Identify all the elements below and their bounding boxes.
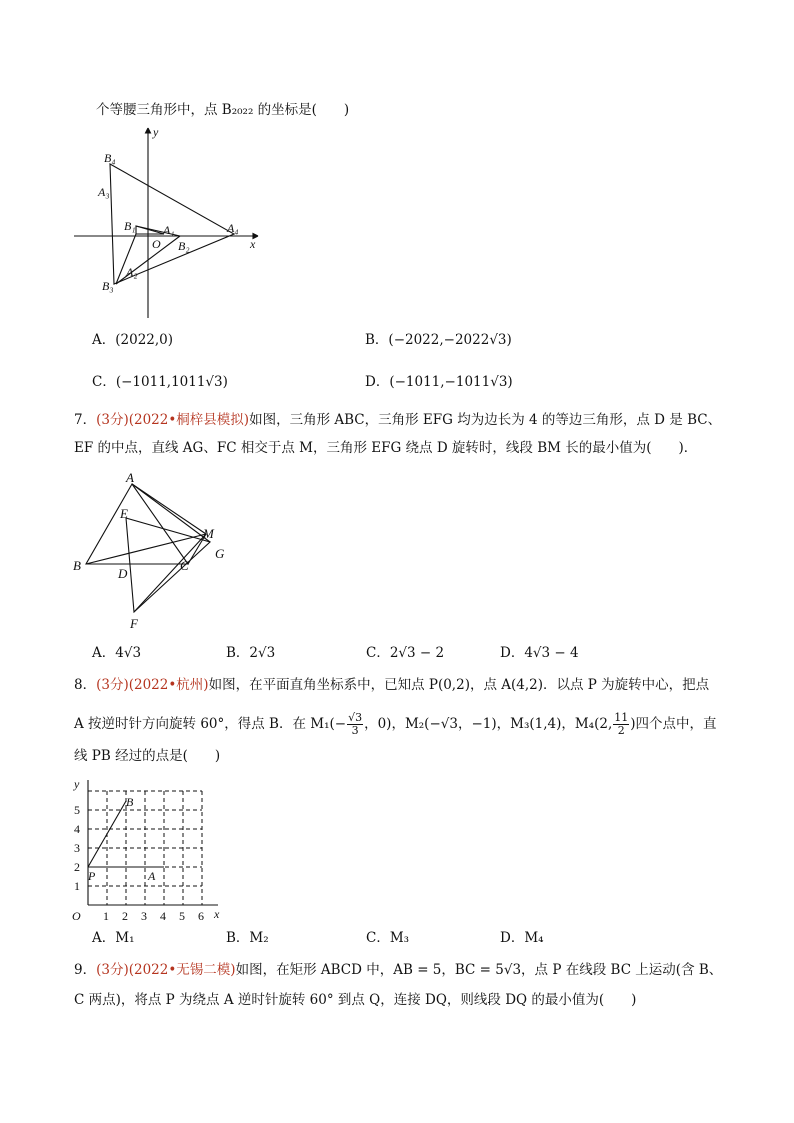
q7-label-F: F bbox=[130, 616, 138, 631]
q8-score: (3分) bbox=[96, 677, 129, 693]
q6-label-A4: A₄ bbox=[227, 221, 239, 235]
q8-xtick: 4 bbox=[160, 909, 166, 923]
q7-line2: EF 的中点，直线 AG、FC 相交于点 M，三角形 EFG 绕点 D 旋转时，线段 BM 长的最小值为( )． bbox=[74, 440, 698, 456]
q8-line2: A 按逆时针方向旋转 60°，得点 B．在 M₁(− $\frac{√3}{3}$ ，0)，M₂(−√3，−1)，M₃(1,4)，M₄(2, $\frac{11}{2}$ )四个点中，直 bbox=[74, 711, 717, 737]
q7-label-E: E bbox=[120, 506, 128, 521]
q8-option-c[interactable]: C．M₃ bbox=[366, 930, 410, 946]
q7-line1 bbox=[74, 410, 721, 430]
q7-option-c[interactable]: C．2√3 − 2 bbox=[366, 645, 445, 661]
q8-grid bbox=[88, 791, 202, 905]
q8-source: (2022•杭州) bbox=[128, 677, 209, 693]
q6-label-A1: A₁ bbox=[163, 223, 175, 237]
q6-option-a[interactable]: A．(2022,0) bbox=[92, 332, 174, 348]
q7-label-A: A bbox=[126, 470, 134, 485]
q7-label-B: B bbox=[73, 558, 81, 573]
q7-triangle-abc bbox=[86, 484, 188, 564]
q8-xtick: 3 bbox=[141, 909, 147, 923]
q6-label-B4: B₄ bbox=[104, 151, 116, 165]
q8-label-x: x bbox=[214, 907, 220, 921]
q8-ytick: 1 bbox=[74, 879, 80, 893]
q9-number: 9． bbox=[74, 962, 97, 978]
q7-score: (3分) bbox=[96, 412, 129, 428]
q8-label-y: y bbox=[74, 777, 80, 791]
q8-xtick: 2 bbox=[122, 909, 128, 923]
q8-text1: 如图，在平面直角坐标系中，已知点 P(0,2)，点 A(4,2)．以点 P 为旋转中心，把点 bbox=[208, 677, 710, 693]
q6-label-A3: A₃ bbox=[98, 185, 110, 199]
q6-label-B1: B₁ bbox=[124, 219, 136, 233]
q7-label-C: C bbox=[180, 558, 189, 573]
q9-line1 bbox=[74, 960, 722, 980]
q8-frac-sqrt3-over-3: $\frac{√3}{3}$ bbox=[348, 711, 363, 737]
q9-line2: C 两点)，将点 P 为绕点 A 逆时针旋转 60° 到点 Q，连接 DQ，则线段 DQ 的最小值为( ) bbox=[74, 992, 637, 1008]
q7-number: 7． bbox=[74, 412, 97, 428]
q9-score: (3分) bbox=[96, 962, 129, 978]
q8-xtick: 5 bbox=[179, 909, 185, 923]
q8-xtick: 6 bbox=[198, 909, 204, 923]
q8-label-O: O bbox=[72, 909, 81, 923]
q8-number: 8． bbox=[74, 677, 97, 693]
q8-frac-11-over-2: $\frac{11}{2}$ bbox=[614, 711, 629, 737]
q8-ytick: 2 bbox=[74, 860, 80, 874]
q7-option-b[interactable]: B．2√3 bbox=[226, 645, 276, 661]
q6-label-A2: A₂ bbox=[126, 265, 138, 279]
q8-option-a[interactable]: A．M₁ bbox=[92, 930, 135, 946]
q7-source: (2022•桐梓县模拟) bbox=[128, 412, 250, 428]
q8-xtick: 1 bbox=[103, 909, 109, 923]
q6-label-B2: B₂ bbox=[178, 239, 190, 253]
q8-option-b[interactable]: B．M₂ bbox=[226, 930, 269, 946]
q7-figure bbox=[70, 470, 240, 635]
q8-option-d[interactable]: D．M₄ bbox=[500, 930, 544, 946]
q7-label-M: M bbox=[203, 526, 214, 541]
q8-label-P: P bbox=[88, 869, 96, 883]
q6-figure bbox=[70, 122, 270, 322]
q6-label-x: x bbox=[250, 237, 256, 251]
q8-label-B: B bbox=[126, 795, 134, 809]
q9-source: (2022•无锡二模) bbox=[128, 962, 236, 978]
q6-stem: 个等腰三角形中，点 B₂₀₂₂ 的坐标是( ) bbox=[96, 102, 350, 118]
q7-label-G: G bbox=[215, 546, 225, 561]
q6-label-O: O bbox=[152, 237, 161, 251]
q7-option-a[interactable]: A．4√3 bbox=[92, 645, 142, 661]
q8-ytick: 3 bbox=[74, 841, 80, 855]
q6-option-c[interactable]: C．(−1011,1011√3) bbox=[92, 374, 228, 390]
q8-ytick: 4 bbox=[74, 822, 80, 836]
q6-option-d[interactable]: D．(−1011,−1011√3) bbox=[365, 374, 513, 390]
q6-option-b[interactable]: B．(−2022,−2022√3) bbox=[365, 332, 512, 348]
q8-label-A: A bbox=[148, 869, 156, 883]
q9-text1: 如图，在矩形 ABCD 中，AB = 5，BC = 5√3，点 P 在线段 BC 上运动(含 B、 bbox=[235, 962, 723, 978]
q8-line3: 线 PB 经过的点是( ) bbox=[74, 748, 221, 764]
q7-text1: 如图，三角形 ABC，三角形 EFG 均为边长为 4 的等边三角形，点 D 是 BC、 bbox=[249, 412, 722, 428]
q8-ytick: 5 bbox=[74, 803, 80, 817]
q6-label-y: y bbox=[153, 125, 159, 139]
q8-figure bbox=[68, 774, 233, 924]
q7-label-D: D bbox=[118, 566, 128, 581]
q7-option-d[interactable]: D．4√3 − 4 bbox=[500, 645, 579, 661]
q6-label-B3: B₃ bbox=[102, 279, 114, 293]
q8-line1 bbox=[74, 675, 709, 695]
